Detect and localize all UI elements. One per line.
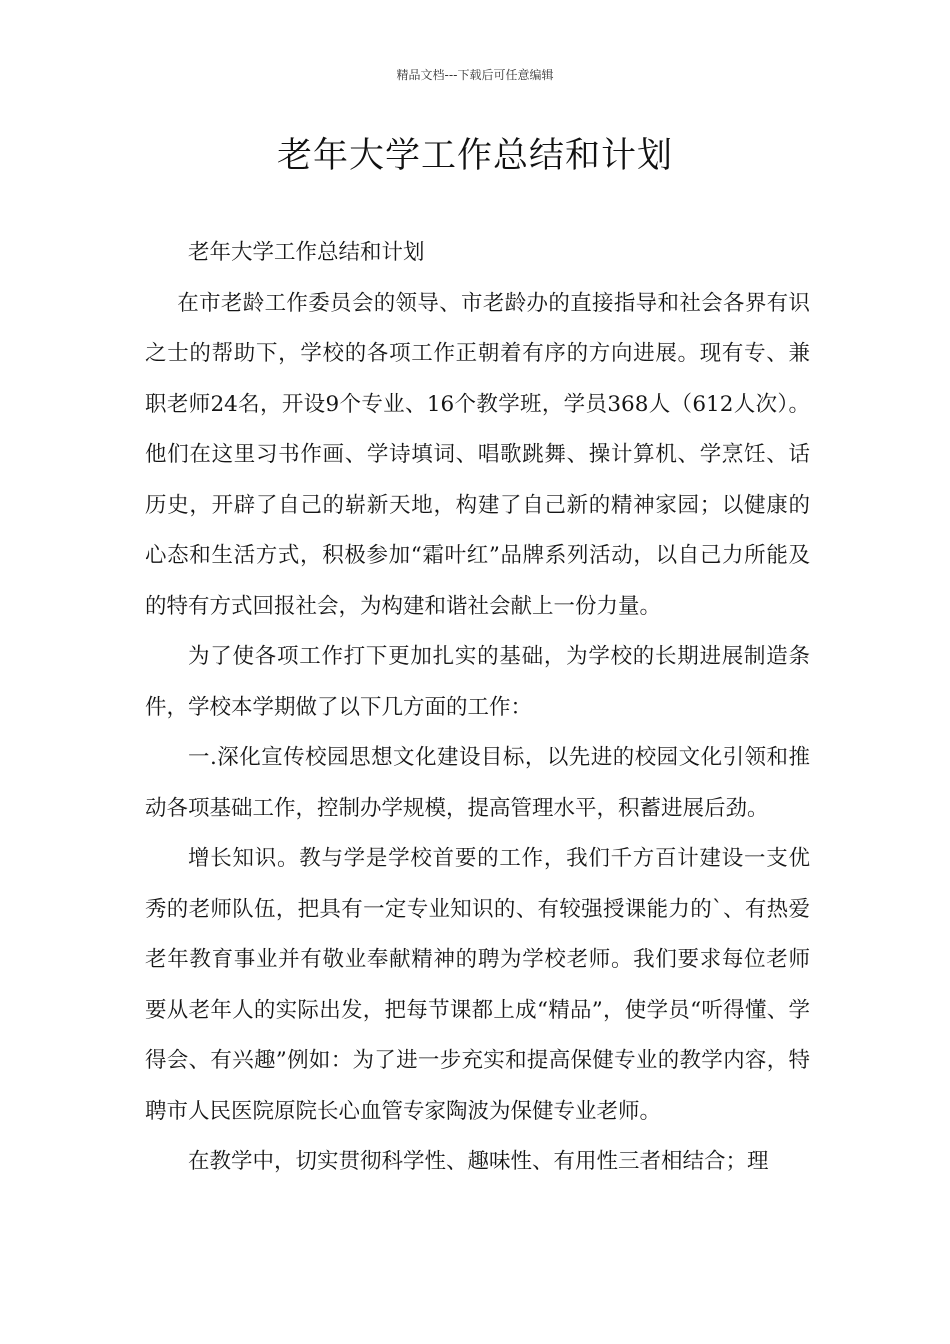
document-body <box>145 228 810 1188</box>
paragraph-work-overview: 为了使各项工作打下更加扎实的基础，为学校的长期进展制造条件，学校本学期做了以下几方面的工作： <box>145 644 810 720</box>
document-title: 老年大学工作总结和计划 <box>276 136 673 176</box>
page-header: 精品文档---下载后可任意编辑 <box>396 68 554 82</box>
paragraph-section-one: 一.深化宣传校园思想文化建设目标，以先进的校园文化引领和推动各项基础工作，控制办学规模，提高管理水平，积蓄进展后劲。 <box>145 745 810 821</box>
paragraph-teaching: 在教学中，切实贯彻科学性、趣味性、有用性三者相结合；理 <box>188 1149 769 1174</box>
paragraph-subtitle: 老年大学工作总结和计划 <box>188 240 425 265</box>
paragraph-knowledge: 增长知识。教与学是学校首要的工作，我们千方百计建设一支优秀的老师队伍，把具有一定专业知识的、有较强授课能力的`、有热爱老年教育事业并有敬业奉献精神的聘为学校老师。我们要求每位老师要从老年人的实际出发，把每节课都上成“精品”，使学员“听得懂、学得会、有兴趣”例如：为了进一步充实和提高保健专业的教学内容，特聘市人民医院原院长心血管专家陶波为保健专业老师。 <box>145 846 810 1124</box>
paragraph-intro: 在市老龄工作委员会的领导、市老龄办的直接指导和社会各界有识之士的帮助下，学校的各项工作正朝着有序的方向进展。现有专、兼职老师24名，开设9个专业、16个教学班，学员368人（612人次）。他们在这里习书作画、学诗填词、唱歌跳舞、操计算机、学烹饪、话历史，开辟了自己的崭新天地，构建了自己新的精神家园；以健康的心态和生活方式，积极参加“霜叶红”品牌系列活动，以自己力所能及的特有方式回报社会，为构建和谐社会献上一份力量。 <box>145 290 810 619</box>
